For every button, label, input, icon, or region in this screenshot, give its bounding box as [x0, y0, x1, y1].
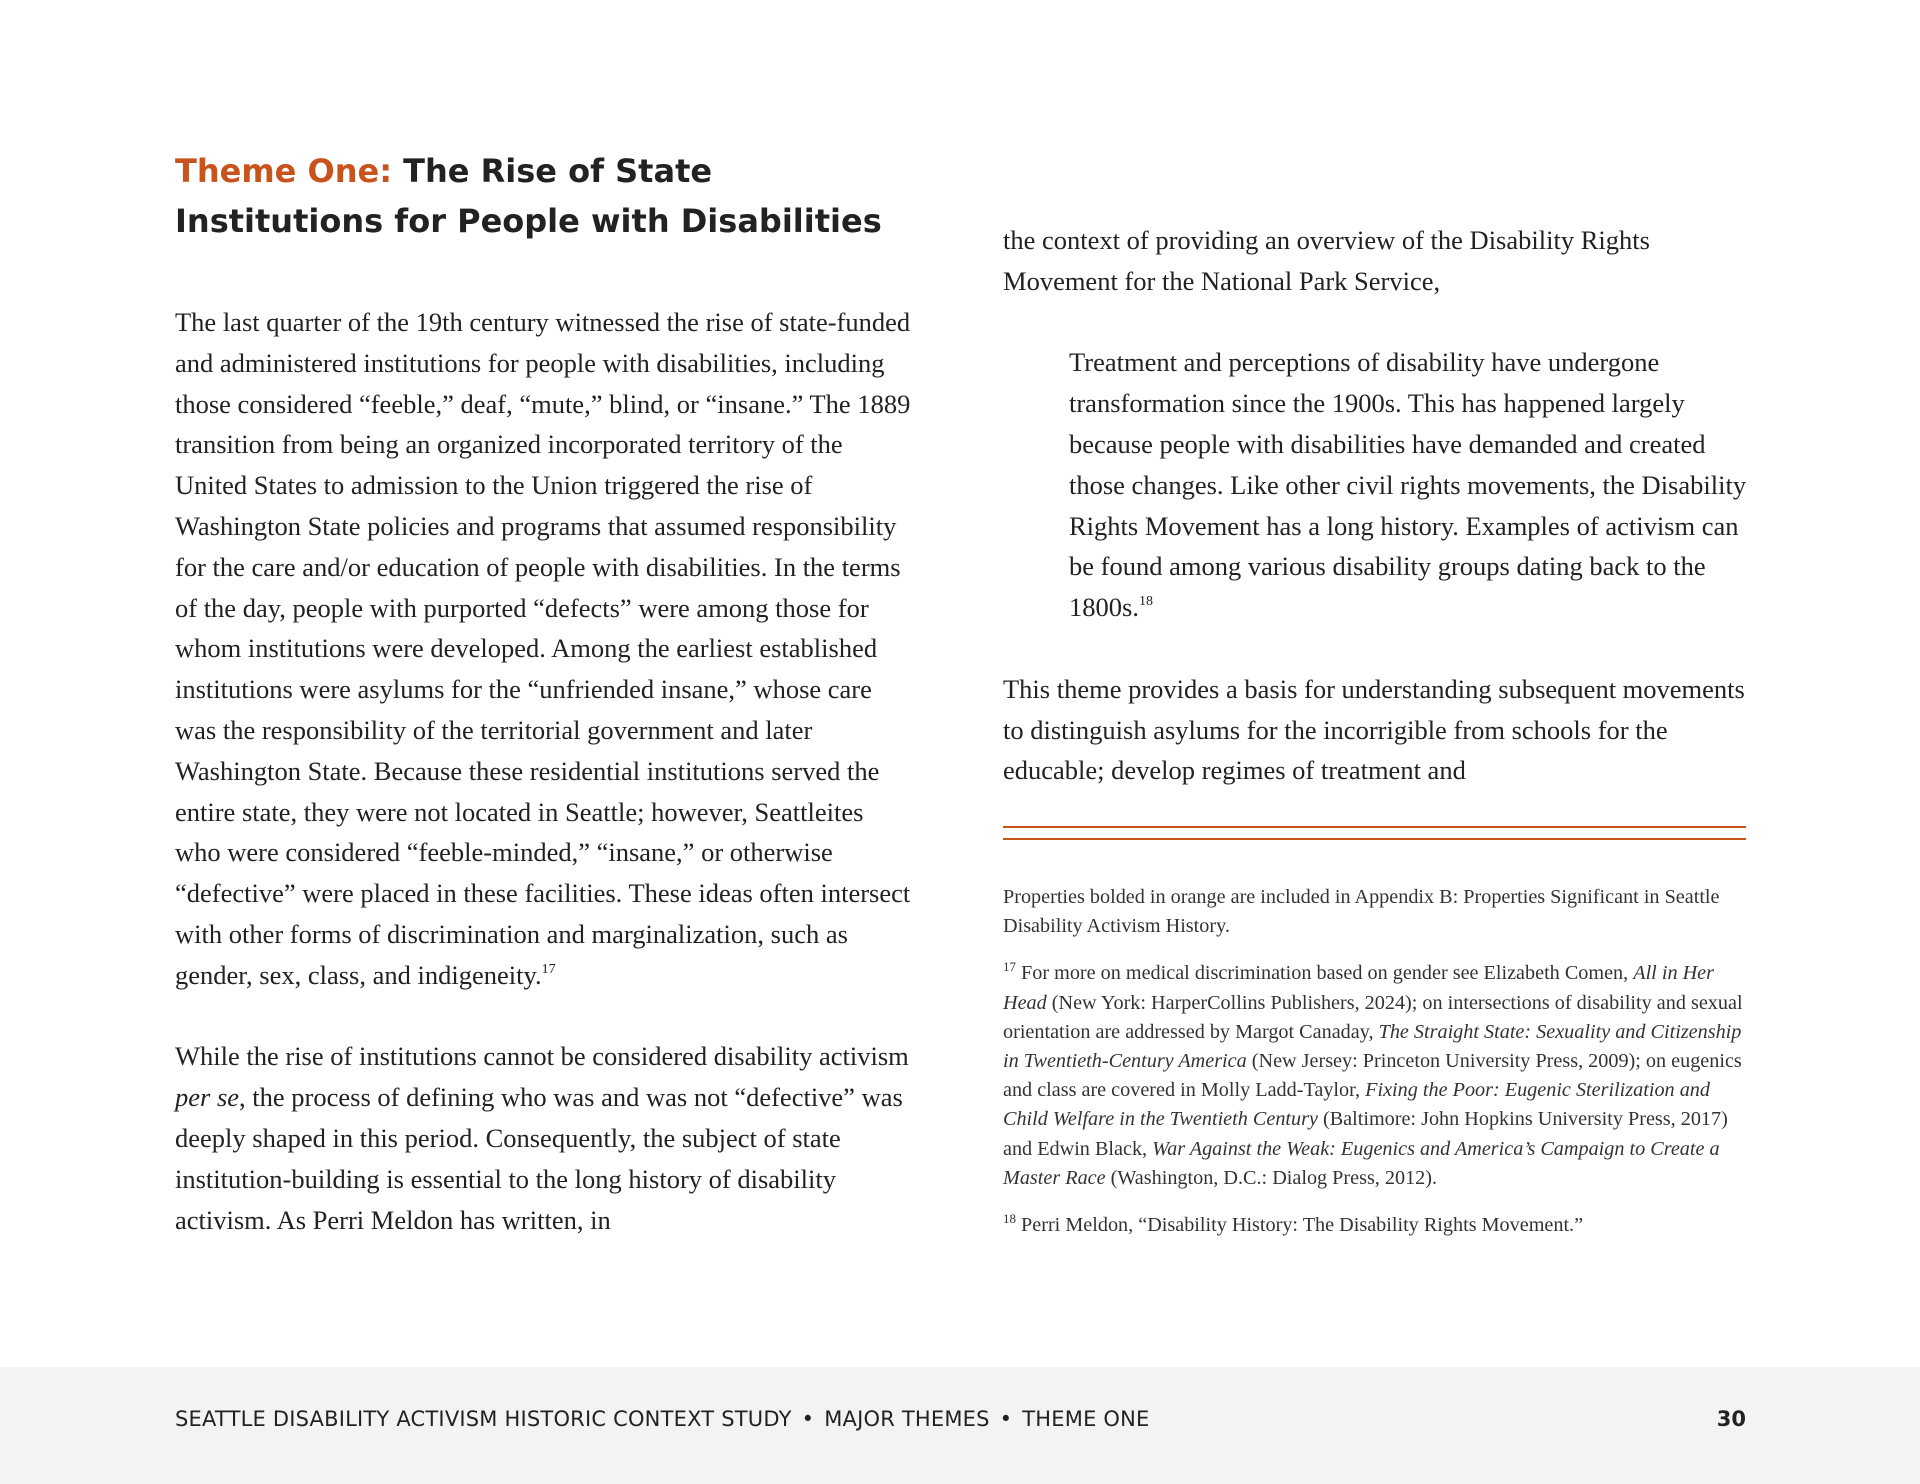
- footer-section: MAJOR THEMES: [824, 1407, 990, 1431]
- footnote-17-text-3: (New Jersey: Princeton University Press, 2009); on eugenics and class are covered in Molly Ladd-Taylor,: [1003, 1050, 1742, 1102]
- block-quote-text: Treatment and perceptions of disability have undergone transformation since the 1900s. This has happened largely because people with disabilities have demanded and created those changes. Like other civil rights movements, the Disability Rights Movement has a long history. Examples of activism can be found among various disability groups dating back to the 1800s.: [1069, 347, 1747, 623]
- footnote-17-text-4: (Baltimore: John Hopkins University Press, 2017) and Edwin Black,: [1003, 1108, 1728, 1160]
- footnote-18-number: 18: [1003, 1211, 1016, 1227]
- continuation-paragraph: the context of providing an overview of the Disability Rights Movement for the National Park Service,: [1003, 225, 1650, 296]
- footer-subsection: THEME ONE: [1022, 1407, 1150, 1431]
- footnote-17-text-1: For more on medical discrimination based on gender see Elizabeth Comen,: [1016, 962, 1634, 985]
- footnote-17-title-3: Fixing the Poor: Eugenic Sterilization and Child Welfare in the Twentieth Century: [1003, 1079, 1710, 1131]
- footnote-17-number: 17: [1003, 959, 1016, 975]
- body-paragraph-3: This theme provides a basis for understanding subsequent movements to distinguish asylums for the incorrigible from schools for the educable; develop regimes of treatment and: [1003, 673, 1745, 786]
- body-paragraph-2-end: , the process of defining who was and was not “defective” was deeply shaped in this period. Consequently, the subject of state institution-building is essential to the long history of disability activism. As Perri Meldon has written, in: [175, 1082, 903, 1235]
- heading-title: The Rise of State Institutions for People with Disabilities: [175, 152, 882, 240]
- properties-note: Properties bolded in orange are included in Appendix B: Properties Significant in Seattle Disability Activism History.: [1003, 886, 1720, 938]
- page-heading: [175, 146, 915, 246]
- page-footer: [0, 1367, 1920, 1484]
- footnote-17-text-5: (Washington, D.C.: Dialog Press, 2012).: [1105, 1166, 1438, 1189]
- footnote-divider-bottom: [1003, 838, 1746, 840]
- block-quote: [1069, 342, 1748, 628]
- footnote-17-title-4: War Against the Weak: Eugenics and America’s Campaign to Create a Master Race: [1003, 1137, 1720, 1189]
- body-paragraph-1-text: The last quarter of the 19th century witnessed the rise of state-funded and administered institutions for people with disabilities, including those considered “feeble,” deaf, “mute,” blind, or “insane.” The 1889 transition from being an organized incorporated territory of the United States to admission to the Union triggered the rise of Washington State policies and programs that assumed responsibility for the care and/or education of people with disabilities. In the terms of the day, people with purported “defects” were among those for whom institutions were developed. Among the earliest established institutions were asylums for the “unfriended insane,” whose care was the responsibility of the territorial government and later Washington State. Because these residential institutions served the entire state, they were not located in Seattle; however, Seattleites who were considered “feeble-minded,” “insane,” or otherwise “defective” were placed in these facilities. These ideas often intersect with other forms of discrimination and marginalization, such as gender, sex, class, and indigeneity.: [175, 307, 911, 990]
- footer-separator: •: [999, 1407, 1013, 1431]
- footnote-17-title-1: All in Her Head: [1003, 962, 1714, 1014]
- right-column: [1003, 220, 1748, 791]
- footnote-divider-top: [1003, 826, 1746, 828]
- footnote-ref-18[interactable]: 18: [1138, 594, 1153, 610]
- left-column: [175, 302, 915, 1240]
- footnote-17-text-2: (New York: HarperCollins Publishers, 2024); on intersections of disability and sexual orientation are addressed by Margot Canaday,: [1003, 991, 1743, 1043]
- page-number: 30: [1716, 1407, 1746, 1431]
- italic-per-se: per se: [175, 1082, 240, 1113]
- body-paragraph-2-start: While the rise of institutions cannot be considered disability activism: [175, 1041, 909, 1072]
- footnote-18-text: Perri Meldon, “Disability History: The Disability Rights Movement.”: [1016, 1214, 1584, 1237]
- footnote-17: [1003, 959, 1748, 1193]
- body-paragraph-1: [175, 302, 915, 996]
- footnotes: [1003, 883, 1748, 1258]
- footnote-ref-17[interactable]: 17: [541, 961, 556, 977]
- footer-separator: •: [801, 1407, 815, 1431]
- footnote-17-title-2: The Straight State: Sexuality and Citizenship in Twentieth-Century America: [1003, 1020, 1742, 1073]
- footer-study-title: SEATTLE DISABILITY ACTIVISM HISTORIC CONTEXT STUDY: [175, 1407, 792, 1431]
- body-paragraph-2: [175, 1036, 915, 1240]
- heading-prefix: Theme One:: [175, 152, 392, 190]
- footnote-18: [1003, 1211, 1748, 1240]
- footer-running-title: [175, 1407, 1150, 1431]
